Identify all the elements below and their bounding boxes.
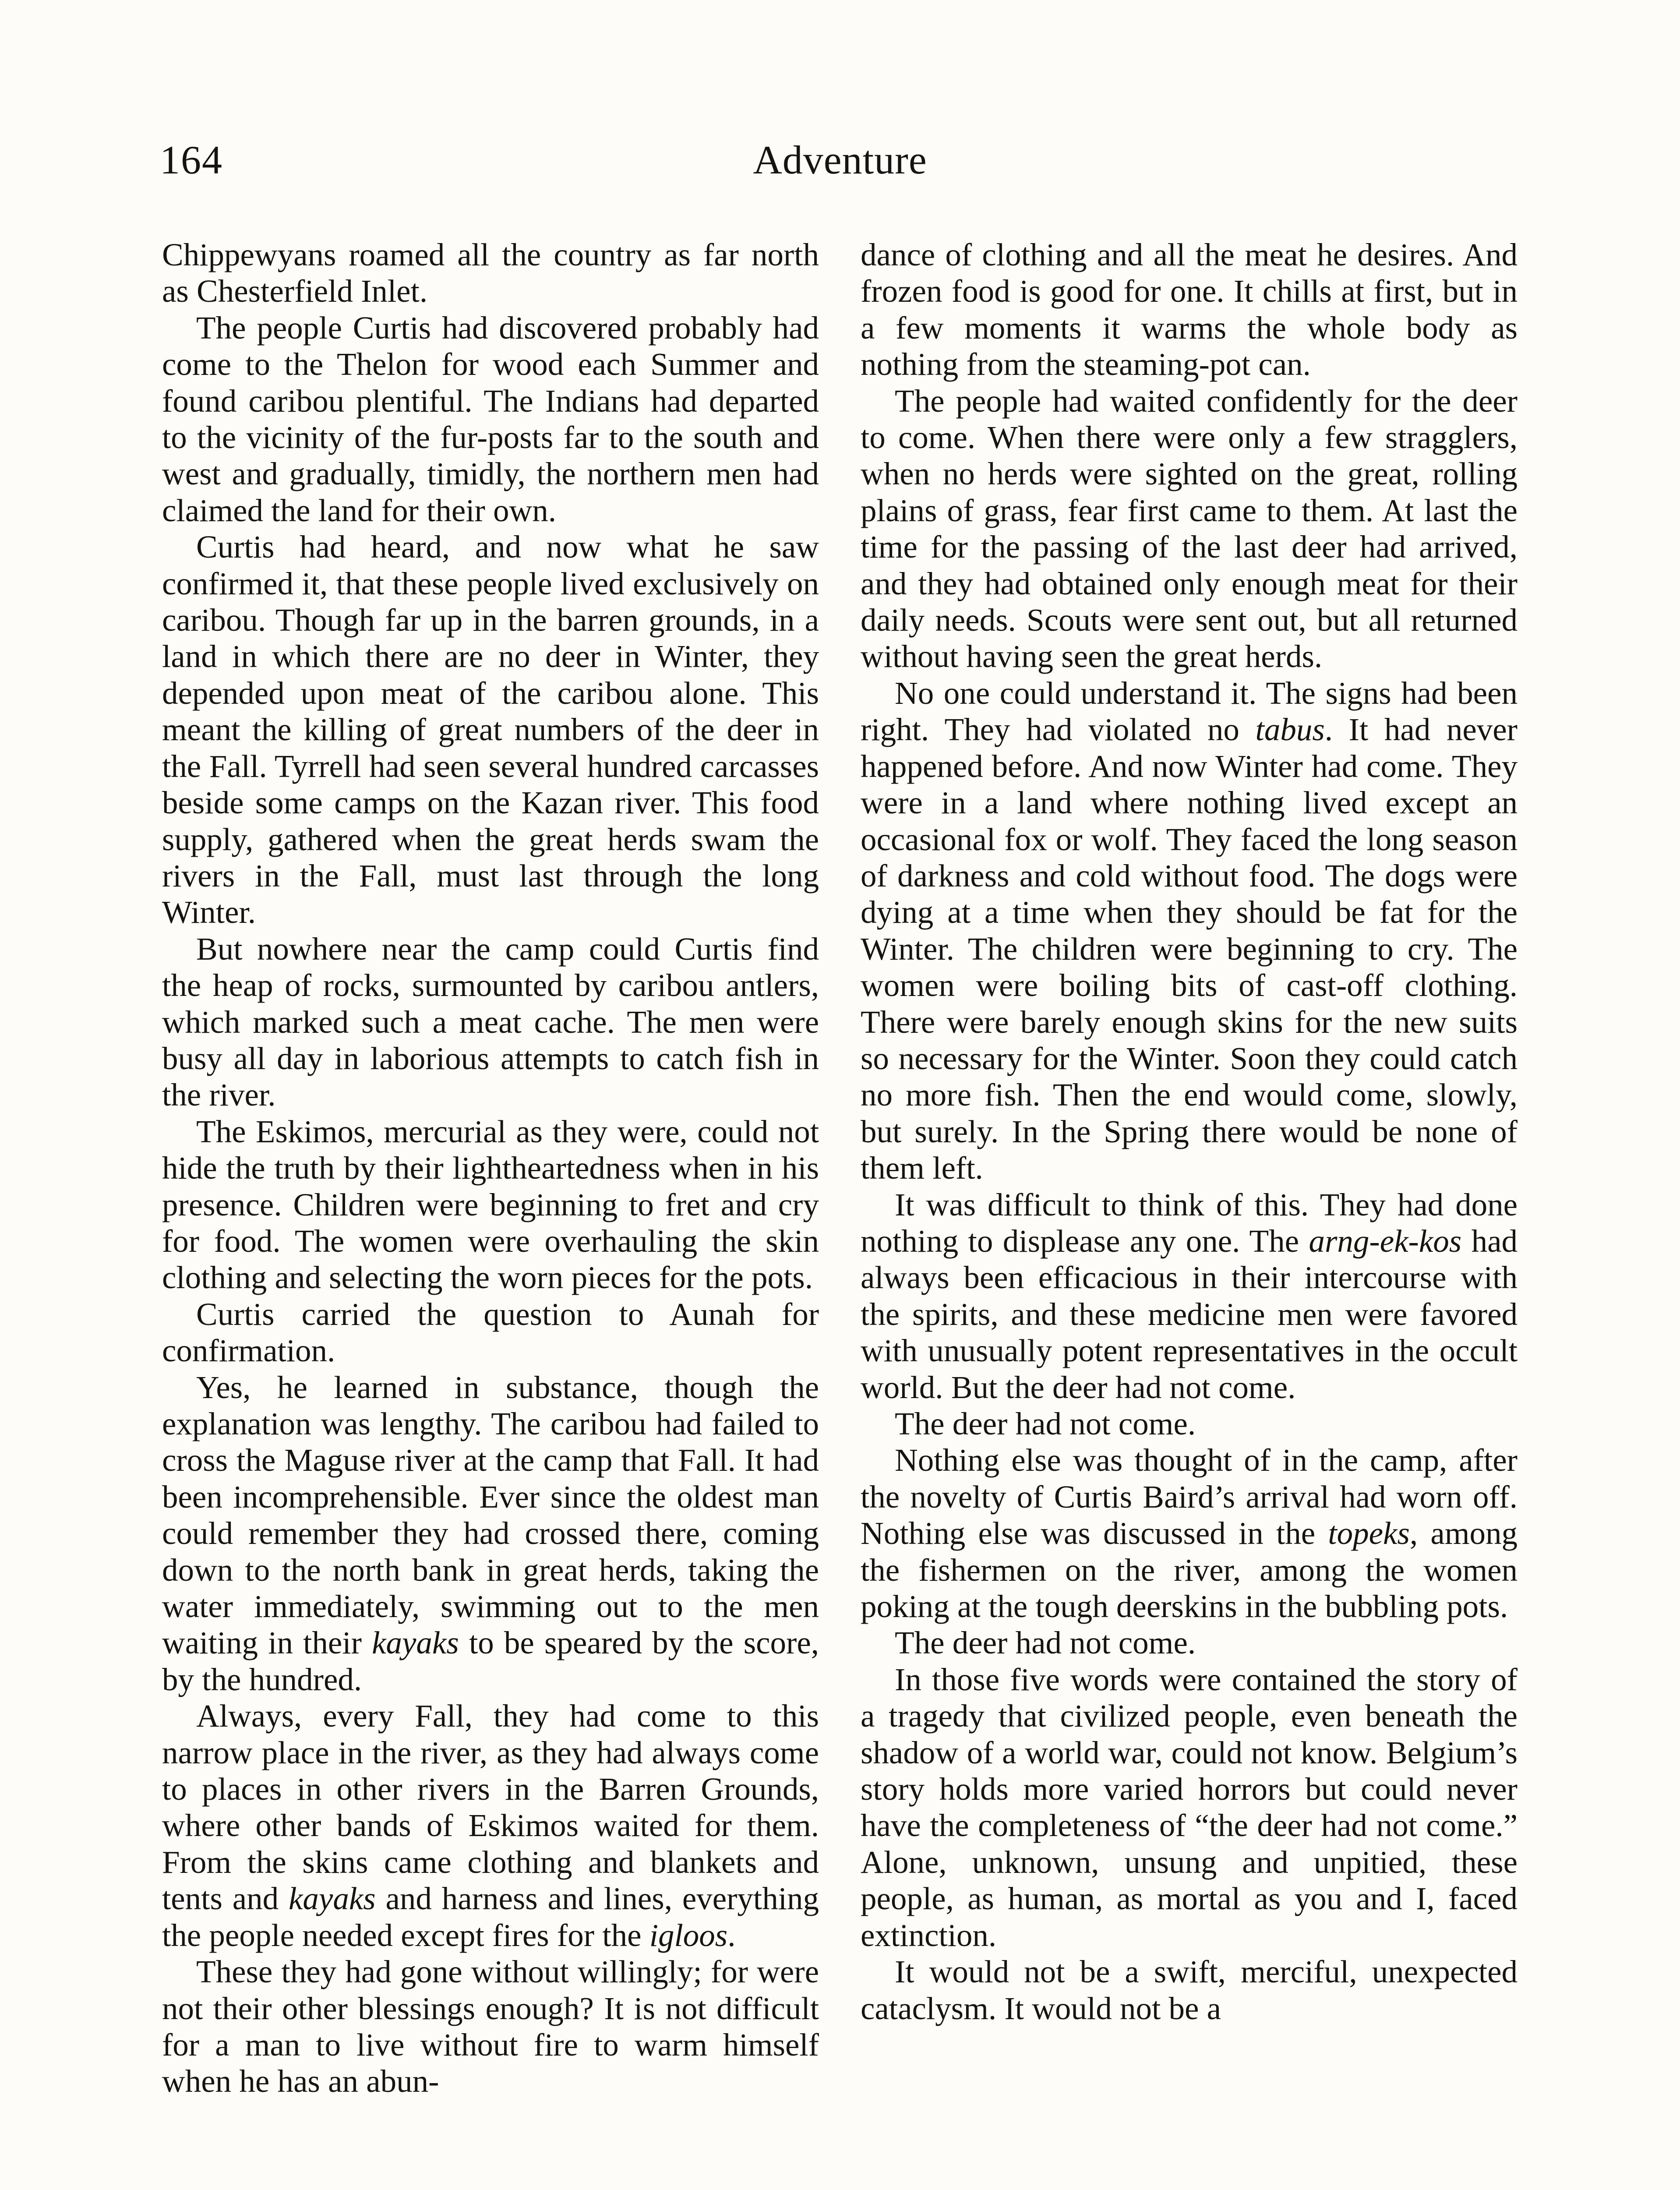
paragraph — [162, 310, 819, 529]
italic-term: arng-ek-kos — [1309, 1223, 1462, 1259]
text-run: and harness and lines, everything the people needed except fires for the — [162, 1881, 819, 1953]
text-run: dance of clothing and all the meat he desires. And frozen food is good for one. It chills at first, but in a few moments it warms the whole body as nothing from the steaming-pot can. — [861, 237, 1518, 382]
text-run: Yes, he learned in substance, though the explanation was lengthy. The caribou had failed to cross the Maguse river at the camp that Fall. It had been incomprehensible. Ever since the oldest man could remember they had crossed there, coming down to the north bank in great herds, taking the water immediately, swimming out to the men waiting in their — [162, 1369, 819, 1661]
paragraph — [861, 675, 1518, 1187]
text-run: . It had never happened before. And now Winter had come. They were in a land where nothing lived except an occasional fox or wolf. They faced the long season of darkness and cold without food. The dogs were dying at a time when they should be fat for the Winter. The children were beginning to cry. The women were boiling bits of cast-off clothing. There were barely enough skins for the new suits so necessary for the Winter. Soon they could catch no more fish. Then the end would come, slowly, but surely. In the Spring there would be none of them left. — [861, 712, 1518, 1186]
text-run: The people Curtis had discovered probably had come to the Thelon for wood each Summer and found caribou plentiful. The Indians had departed to the vicinity of the fur-posts far to the south and west and gradually, timidly, the northern men had claimed the land for their own. — [162, 310, 819, 528]
italic-term: topeks — [1328, 1515, 1410, 1551]
italic-term: kayaks — [372, 1625, 459, 1661]
text-run: Curtis carried the question to Aunah for confirmation. — [162, 1296, 819, 1369]
paragraph — [162, 1698, 819, 1953]
text-run: It was difficult to think of this. They had done nothing to displease any one. The — [861, 1187, 1518, 1259]
italic-term: kayaks — [289, 1881, 376, 1917]
text-run: But nowhere near the camp could Curtis find the heap of rocks, surmounted by caribou antlers, which marked such a meat cache. The men were busy all day in laborious attempts to catch fish in the river. — [162, 931, 819, 1113]
text-run: No one could understand it. The signs had been right. They had violated no — [861, 675, 1518, 748]
text-run: The deer had not come. — [895, 1406, 1196, 1441]
page-number: 164 — [160, 138, 223, 182]
paragraph — [861, 237, 1518, 383]
text-run: It would not be a swift, merciful, unexpected cataclysm. It would not be a — [861, 1954, 1518, 2026]
text-run: The Eskimos, mercurial as they were, could not hide the truth by their lightheartedness when in his presence. Children were beginning to fret and cry for food. The women were overhauling the skin clothing and selecting the worn pieces for the pots. — [162, 1113, 819, 1296]
paragraph — [861, 1406, 1518, 1442]
text-run: to be speared by the score, by the hundred. — [162, 1625, 819, 1697]
italic-term: igloos — [649, 1917, 728, 1953]
italic-term: tabus — [1255, 712, 1325, 748]
text-run: These they had gone without willingly; for were not their other blessings enough? It is not difficult for a man to live without fire to warm himself when he has an abun- — [162, 1954, 819, 2099]
text-run: Always, every Fall, they had come to this narrow place in the river, as they had always come to places in other rivers in the Barren Grounds, where other bands of Eskimos waited for them. From the skins came clothing and blankets and tents and — [162, 1698, 819, 1917]
paragraph — [162, 237, 819, 310]
paragraph — [861, 1187, 1518, 1406]
text-run: In those five words were contained the story of a tragedy that civilized people, even beneath the shadow of a world war, could not know. Belgium’s story holds more varied horrors but could never have the completeness of “the deer had not come.” Alone, unknown, unsung and unpitied, these people, as human, as mortal as you and I, faced extinction. — [861, 1661, 1518, 1953]
paragraph — [861, 1442, 1518, 1625]
text-run: . — [727, 1917, 736, 1953]
text-run: had always been efficacious in their intercourse with the spirits, and these medicine men were favored with unusually potent representatives in the occult world. But the deer had not come. — [861, 1223, 1518, 1405]
paragraph — [162, 1953, 819, 2100]
paragraph — [162, 529, 819, 930]
text-run: Chippewyans roamed all the country as far north as Chesterfield Inlet. — [162, 237, 819, 309]
paragraph — [162, 1113, 819, 1296]
text-run: The deer had not come. — [895, 1625, 1196, 1661]
paragraph — [162, 1296, 819, 1369]
paragraph — [861, 1661, 1518, 1953]
running-title: Adventure — [753, 138, 927, 182]
paragraph — [861, 1953, 1518, 2027]
right-column — [861, 237, 1518, 2027]
left-column — [162, 237, 819, 2100]
paragraph — [861, 1625, 1518, 1661]
paragraph — [861, 383, 1518, 675]
text-run: The people had waited confidently for the deer to come. When there were only a few stragglers, when no herds were sighted on the great, rolling plains of grass, fear first came to them. At last the time for the passing of the last deer had arrived, and they had obtained only enough meat for their daily needs. Scouts were sent out, but all returned without having seen the great herds. — [861, 383, 1518, 675]
text-run: Nothing else was thought of in the camp, after the novelty of Curtis Baird’s arrival had worn off. Nothing else was discussed in the — [861, 1442, 1518, 1551]
text-run: , among the fishermen on the river, among the women poking at the tough deerskins in the bubbling pots. — [861, 1515, 1518, 1625]
paragraph — [162, 931, 819, 1113]
text-run: Curtis had heard, and now what he saw confirmed it, that these people lived exclusively on caribou. Though far up in the barren grounds, in a land in which there are no deer in Winter, they depended upon meat of the caribou alone. This meant the killing of great numbers of the deer in the Fall. Tyrrell had seen several hundred carcasses beside some camps on the Kazan river. This food supply, gathered when the great herds swam the rivers in the Fall, must last through the long Winter. — [162, 529, 819, 930]
paragraph — [162, 1369, 819, 1698]
